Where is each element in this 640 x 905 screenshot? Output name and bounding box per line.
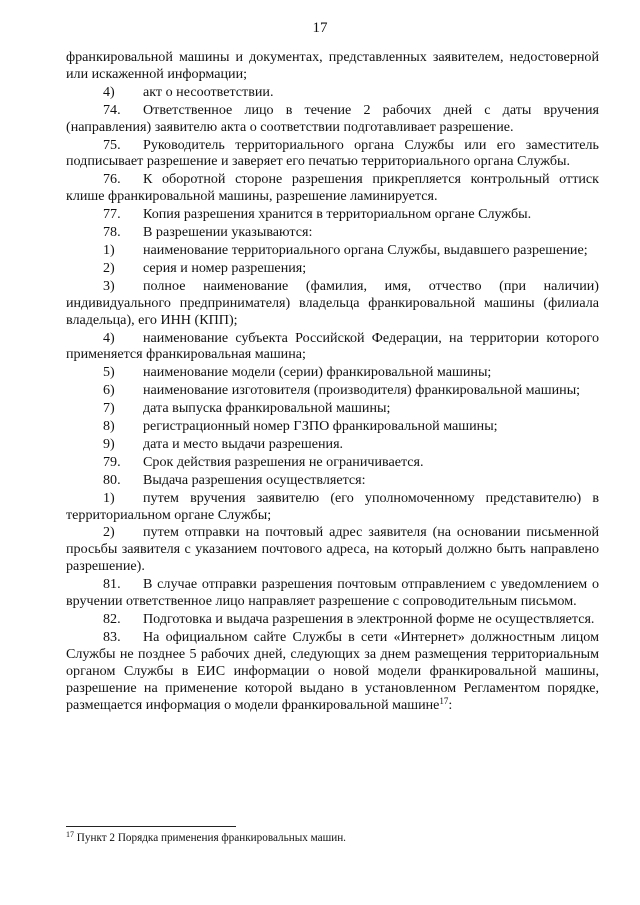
paragraph-text: Срок действия разрешения не ограничивается.	[143, 453, 424, 470]
paragraph	[66, 400, 599, 417]
paragraph	[66, 224, 599, 241]
paragraph	[66, 382, 599, 399]
paragraph-text: Выдача разрешения осуществляется:	[143, 471, 366, 488]
paragraph	[66, 364, 599, 381]
paragraph	[66, 490, 599, 524]
item-number: 2)	[103, 524, 115, 541]
item-number: 74.	[103, 101, 121, 118]
item-number: 4)	[103, 329, 115, 346]
footnote-text: Пункт 2 Порядка применения франкировальных машин.	[76, 832, 346, 844]
paragraph-tail: :	[448, 696, 453, 713]
paragraph	[66, 330, 599, 364]
item-number: 5)	[103, 364, 115, 381]
footnote-divider	[66, 826, 236, 827]
paragraph-text: франкировальной машины и документах, представленных заявителем, недостоверной или искаженной информации;	[66, 49, 599, 82]
paragraph	[66, 206, 599, 223]
item-number: 9)	[103, 435, 115, 452]
paragraph	[66, 629, 599, 714]
paragraph-text: дата и место выдачи разрешения.	[143, 435, 344, 452]
item-number: 78.	[103, 224, 121, 241]
item-number: 3)	[103, 277, 115, 294]
paragraph-text: акт о несоответствии.	[143, 83, 274, 100]
paragraph-text: путем отправки на почтовый адрес заявителя (на основании письменной просьбы заявителя с указанием почтового адреса, на который должно быть направлено разрешение).	[66, 524, 599, 575]
footnote	[66, 831, 599, 845]
paragraph	[66, 137, 599, 171]
paragraph-text: В разрешении указываются:	[143, 224, 313, 241]
paragraph-text: На официальном сайте Службы в сети «Интернет» должностным лицом Службы не позднее 5 рабочих дней, следующих за днем размещения территориальным органом Службы в ЕИС информации о новой модели франкировальной машины, разрешение на применение которой выдано в установленном Регламентом порядке, размещается информация о модели франкировальной машине	[66, 628, 599, 713]
paragraph	[66, 242, 599, 259]
item-number: 75.	[103, 136, 121, 153]
paragraph-text: Подготовка и выдача разрешения в электронной форме не осуществляется.	[143, 611, 595, 627]
paragraph	[66, 576, 599, 610]
paragraph-text: путем вручения заявителю (его уполномоченному представителю) в территориальном органе Службы;	[66, 489, 599, 523]
paragraph-text: дата выпуска франкировальной машины;	[143, 400, 391, 417]
item-number: 81.	[103, 576, 121, 593]
paragraph	[66, 84, 599, 101]
item-number: 76.	[103, 171, 121, 188]
paragraph	[66, 418, 599, 435]
paragraph-text: серия и номер разрешения;	[143, 259, 307, 276]
footnote-reference: 17	[439, 695, 449, 706]
item-number: 1)	[103, 489, 115, 506]
footnote-mark: 17	[66, 830, 74, 839]
paragraph	[66, 49, 599, 83]
item-number: 83.	[103, 628, 121, 645]
document-body	[66, 49, 599, 714]
paragraph-text: полное наименование (фамилия, имя, отчество (при наличии) индивидуального предпринимателя) владельца франкировальной машины (филиала владельца), его ИНН (КПП);	[66, 277, 599, 328]
item-number: 8)	[103, 418, 115, 435]
item-number: 7)	[103, 400, 115, 417]
paragraph	[66, 102, 599, 136]
paragraph	[66, 278, 599, 329]
paragraph-text: К оборотной стороне разрешения прикрепляется контрольный оттиск клише франкировальной машины, разрешение ламинируется.	[66, 171, 599, 205]
paragraph-text: наименование субъекта Российской Федерации, на территории которого применяется франкировальная машина;	[66, 329, 599, 363]
paragraph-text: Копия разрешения хранится в территориальном органе Службы.	[143, 206, 532, 223]
paragraph-text: регистрационный номер ГЗПО франкировальной машины;	[143, 418, 498, 435]
item-number: 82.	[103, 611, 121, 627]
item-number: 77.	[103, 206, 121, 223]
paragraph-text: наименование территориального органа Службы, выдавшего разрешение;	[143, 241, 588, 258]
paragraph-text: наименование модели (серии) франкировальной машины;	[143, 364, 492, 381]
paragraph	[66, 524, 599, 575]
item-number: 1)	[103, 241, 115, 258]
paragraph	[66, 436, 599, 453]
paragraph-text: наименование изготовителя (производителя) франкировальной машины;	[143, 382, 581, 399]
paragraph-text: В случае отправки разрешения почтовым отправлением с уведомлением о вручении ответственное лицо направляет разрешение с сопроводительным письмом.	[66, 576, 599, 610]
item-number: 2)	[103, 259, 115, 276]
paragraph	[66, 611, 599, 628]
page-number: 17	[312, 20, 328, 36]
paragraph	[66, 472, 599, 489]
paragraph	[66, 171, 599, 205]
paragraph-text: Ответственное лицо в течение 2 рабочих дней с даты вручения (направления) заявителю акта о соответствии подготавливает разрешение.	[66, 101, 599, 135]
item-number: 80.	[103, 471, 121, 488]
item-number: 79.	[103, 453, 121, 470]
paragraph	[66, 260, 599, 277]
paragraph-text: Руководитель территориального органа Службы или его заместитель подписывает разрешение и заверяет его печатью территориального органа Службы.	[66, 136, 599, 170]
paragraph	[66, 454, 599, 471]
item-number: 4)	[103, 83, 115, 100]
item-number: 6)	[103, 382, 115, 399]
